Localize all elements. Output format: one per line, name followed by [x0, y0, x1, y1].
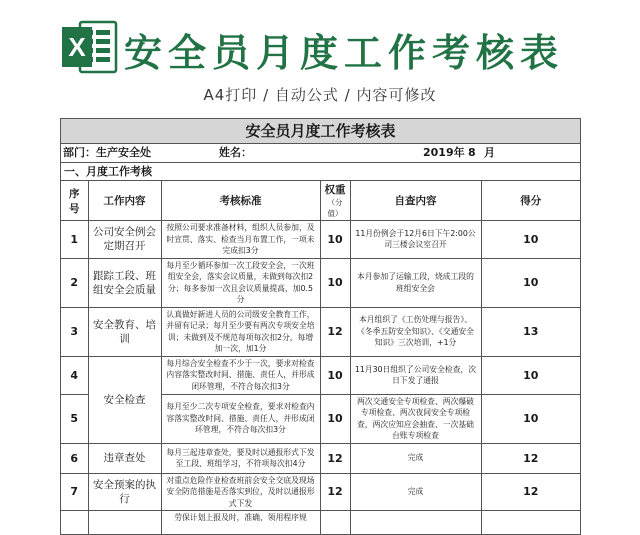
row-item[interactable]: 违章查处	[88, 443, 161, 473]
row-no[interactable]: 5	[61, 394, 88, 443]
table-row	[61, 443, 580, 473]
name-cell[interactable]: 姓名：	[219, 146, 252, 159]
header-weight-sub: （分值）	[327, 198, 343, 218]
row-item[interactable]: 公司安全例会定期召开	[88, 221, 161, 259]
table-row	[61, 473, 580, 511]
row-weight[interactable]	[320, 511, 350, 535]
section-title[interactable]: 一、月度工作考核	[61, 163, 580, 181]
row-criteria[interactable]: 每月至少循环参加一次工段安全会，一次班组安全会，落实会议质量，未做到每次扣2分；每多参加一次且会议质量提高，加0.5分	[161, 258, 320, 307]
meta-row	[61, 144, 580, 163]
row-score[interactable]: 10	[481, 394, 580, 443]
row-item[interactable]	[88, 511, 161, 535]
row-no[interactable]	[61, 511, 88, 535]
table-row	[61, 221, 580, 259]
header-self[interactable]: 自查内容	[350, 181, 481, 221]
row-no[interactable]: 6	[61, 443, 88, 473]
row-criteria[interactable]: 按照公司要求准备材料，组织人员参加，及时宣贯、落实、检查当月布置工作，一项未完成扣3分	[161, 221, 320, 259]
row-item-merged[interactable]: 安全检查	[88, 356, 161, 443]
row-score[interactable]	[481, 511, 580, 535]
excel-logo-icon	[60, 18, 118, 76]
year-cell[interactable]: 2019年	[423, 146, 465, 159]
table-row	[61, 258, 580, 307]
row-self[interactable]	[350, 511, 481, 535]
table-row	[61, 511, 580, 535]
row-weight[interactable]: 12	[320, 443, 350, 473]
logo-letter: X	[68, 32, 86, 62]
row-criteria[interactable]: 认真做好新进人员的公司级安全教育工作，并留有记录；每月至少要有两次专项安全培训；未做到及不规范每项每次扣2分，每增加一次，加1分	[161, 307, 320, 356]
banner	[0, 0, 640, 112]
sheet-title[interactable]: 安全员月度工作考核表	[61, 118, 580, 144]
row-score[interactable]: 10	[481, 356, 580, 394]
assessment-table	[61, 181, 580, 535]
banner-subtitle: A4打印 / 自动公式 / 内容可修改	[203, 86, 437, 104]
row-self[interactable]: 完成	[350, 473, 481, 511]
banner-title: 安全员月度工作考核表	[124, 31, 565, 75]
row-score[interactable]: 10	[481, 221, 580, 259]
table-row	[61, 356, 580, 394]
row-no[interactable]: 2	[61, 258, 88, 307]
row-criteria[interactable]: 对重点危险作业检查班前会安全交底及现场安全防范措施是否落实到位，及时以通报形式下发	[161, 473, 320, 511]
row-score[interactable]: 12	[481, 443, 580, 473]
row-weight[interactable]: 10	[320, 258, 350, 307]
header-row	[61, 181, 580, 221]
row-criteria[interactable]: 每月至少二次专项安全检查，要求对检查内容落实整改时间、措施、责任人，并形成闭环管理，不符合每次扣3分	[161, 394, 320, 443]
row-no[interactable]: 7	[61, 473, 88, 511]
row-self[interactable]: 11月30日组织了公司安全检查，次日下发了通报	[350, 356, 481, 394]
row-weight[interactable]: 10	[320, 356, 350, 394]
header-weight-label: 权重	[324, 184, 346, 196]
dept-cell[interactable]: 部门：生产安全处	[63, 146, 151, 159]
row-score[interactable]: 10	[481, 258, 580, 307]
row-criteria[interactable]: 每月三起违章查处，要及时以通报形式下发至工段、班组学习，不符项每次扣4分	[161, 443, 320, 473]
header-no[interactable]: 序号	[61, 181, 88, 221]
month-suffix: 月	[484, 146, 495, 159]
row-criteria[interactable]: 劳保计划上报及时，准确，领用程序规	[161, 511, 320, 535]
row-item[interactable]: 安全教育、培训	[88, 307, 161, 356]
row-self[interactable]: 完成	[350, 443, 481, 473]
row-score[interactable]: 12	[481, 473, 580, 511]
row-self[interactable]: 两次交通安全专项检查、两次爆破专项检查、两次夜间安全专项检查，两次应知应会抽查、一次基础台账专项检查	[350, 394, 481, 443]
header-weight[interactable]	[320, 181, 350, 221]
sheet	[60, 118, 581, 535]
row-self[interactable]: 本月参加了运输工段，烧成工段的班组安全会	[350, 258, 481, 307]
header-score[interactable]: 得分	[481, 181, 580, 221]
row-self[interactable]: 本月组织了《工伤处理与报告》、《冬季五防安全知识》、《交通安全知识》三次培训，+1分	[350, 307, 481, 356]
row-no[interactable]: 4	[61, 356, 88, 394]
header-criteria[interactable]: 考核标准	[161, 181, 320, 221]
row-no[interactable]: 3	[61, 307, 88, 356]
row-weight[interactable]: 10	[320, 394, 350, 443]
row-item[interactable]: 安全预案的执行	[88, 473, 161, 511]
row-weight[interactable]: 12	[320, 473, 350, 511]
row-weight[interactable]: 10	[320, 221, 350, 259]
row-self[interactable]: 11月份例会于12月6日下午2:00公司三楼会议室召开	[350, 221, 481, 259]
header-item[interactable]: 工作内容	[88, 181, 161, 221]
row-item[interactable]: 跟踪工段、班组安全会质量	[88, 258, 161, 307]
row-criteria[interactable]: 每月综合安全检查不少于一次，要求对检查内容落实整改时间、措施、责任人，并形成闭环管理，不符合每次扣3分	[161, 356, 320, 394]
table-row	[61, 307, 580, 356]
row-no[interactable]: 1	[61, 221, 88, 259]
month-cell[interactable]: 8	[468, 146, 476, 159]
row-weight[interactable]: 12	[320, 307, 350, 356]
row-score[interactable]: 13	[481, 307, 580, 356]
